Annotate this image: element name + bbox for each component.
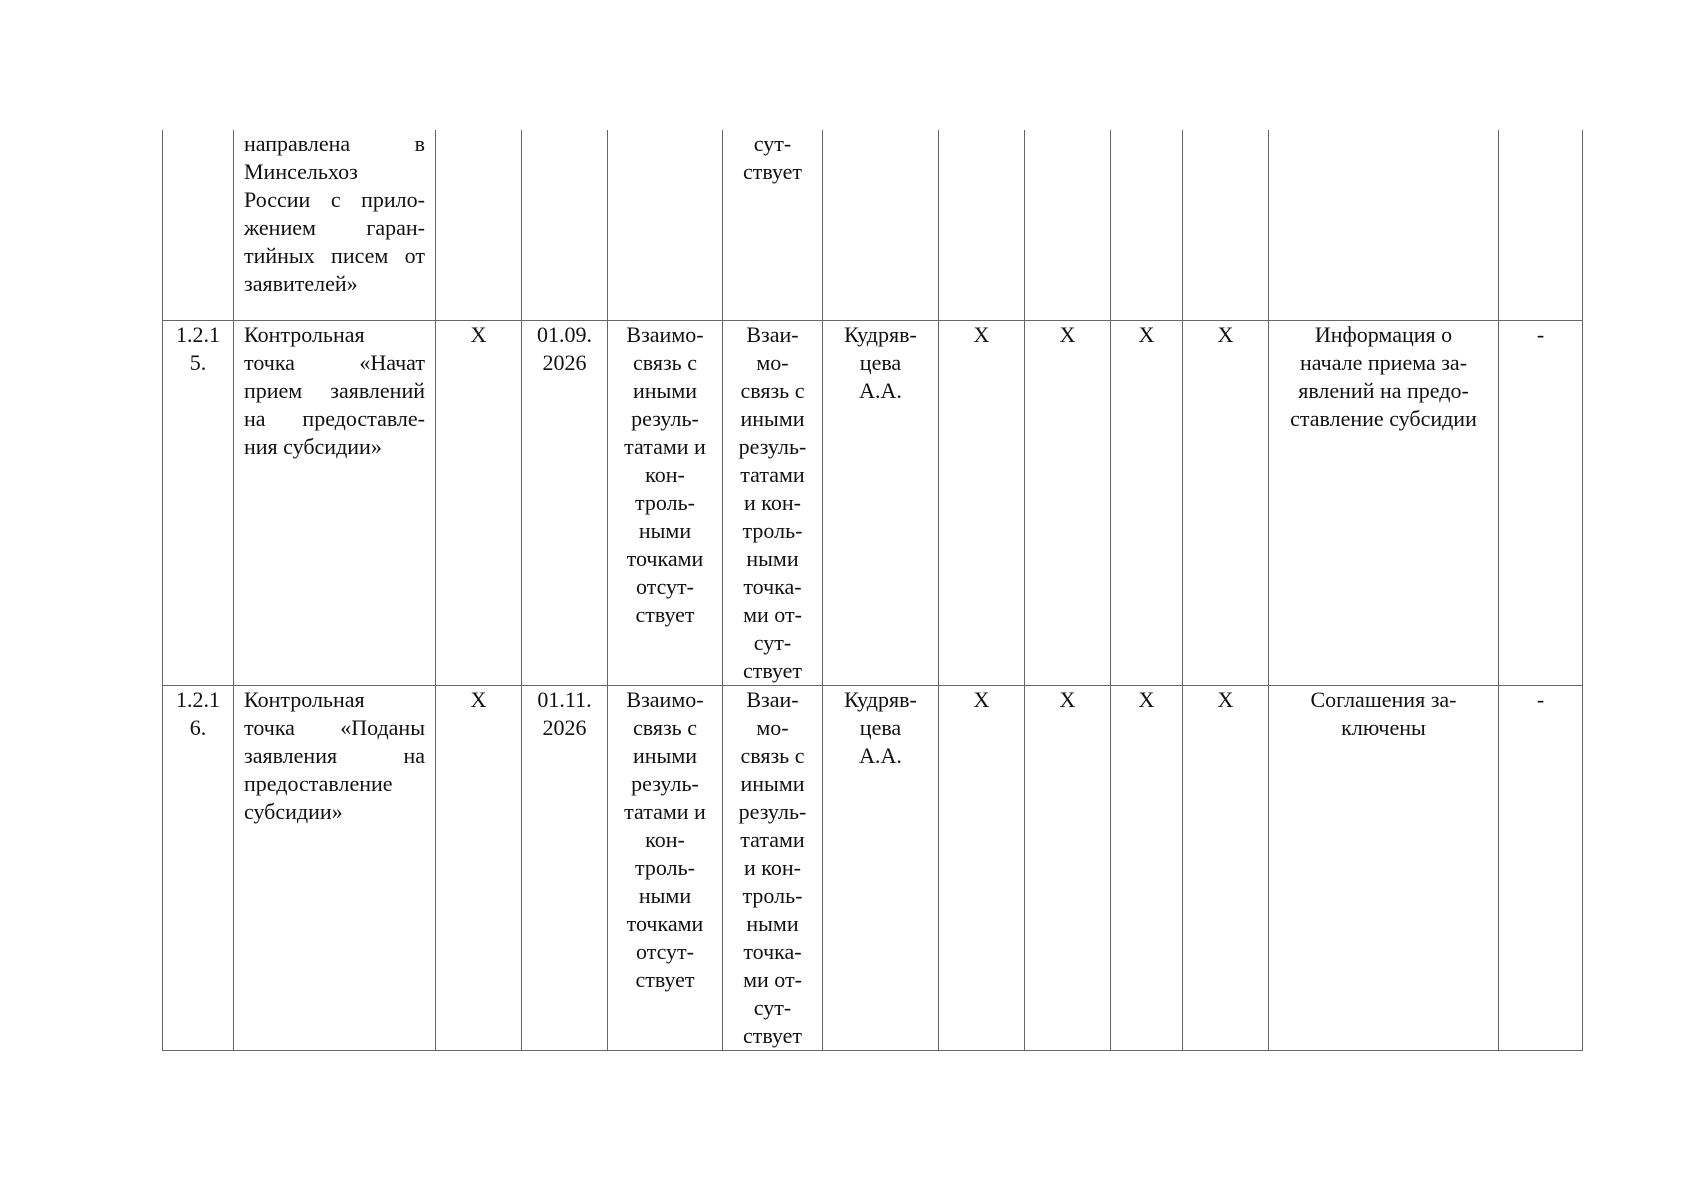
cell-text-line: Контрольная — [244, 687, 365, 712]
cell-text-line: предоставление — [244, 771, 393, 796]
cell-text-line: точка «Поданы — [244, 715, 425, 740]
cell-text-line: Кудряв- — [844, 322, 917, 347]
cell-text-line: 1.2.1 — [176, 322, 220, 347]
cell-text-line: 1.2.1 — [176, 687, 220, 712]
cell-text-line: ми от- — [743, 602, 802, 627]
cell-text-line: и кон- — [744, 855, 801, 880]
date-cell — [522, 130, 608, 321]
cell-text-line: сут- — [753, 995, 792, 1020]
cell-text-line: троль- — [742, 883, 803, 908]
cell-text-line: России с прило- — [244, 187, 425, 212]
type-cell — [436, 130, 522, 321]
mark-cell — [939, 130, 1025, 321]
cell-text-line: точка «Начат — [244, 350, 425, 375]
row-number-cell — [163, 686, 234, 1051]
cell-text-line: X — [1138, 687, 1155, 712]
relation-cell — [608, 130, 723, 321]
note-cell — [1499, 686, 1583, 1051]
cell-text-line: ствует — [635, 967, 695, 992]
cell-text-line: точка- — [743, 574, 802, 599]
cell-text-line: сут- — [753, 630, 792, 655]
cell-text-line: Взаимо- — [626, 687, 704, 712]
type-cell — [436, 686, 522, 1051]
responsible-cell — [823, 686, 939, 1051]
cell-text-line: А.А. — [859, 378, 902, 403]
mark-cell — [1183, 130, 1269, 321]
control-point-name-cell — [234, 686, 436, 1051]
table-row — [163, 130, 1583, 321]
relation-detail-cell — [723, 321, 823, 686]
cell-text-line: троль- — [742, 518, 803, 543]
cell-text-line: Минсельхоз — [244, 159, 358, 184]
mark-cell — [1025, 686, 1111, 1051]
result-cell — [1269, 686, 1499, 1051]
result-cell — [1269, 321, 1499, 686]
cell-text-line: сут- — [753, 131, 792, 156]
cell-text-line: прием заявлений — [244, 378, 425, 403]
cell-text-line: цева — [859, 715, 902, 740]
cell-text-line: и кон- — [744, 490, 801, 515]
cell-text-line: татами — [740, 462, 805, 487]
cell-text-line: ствует — [742, 1023, 803, 1048]
relation-cell — [608, 321, 723, 686]
mark-cell — [1183, 321, 1269, 686]
mark-cell — [1111, 686, 1183, 1051]
cell-text-line: на предоставле- — [244, 406, 425, 431]
cell-text-line: отсут- — [635, 939, 694, 964]
cell-text-line: X — [470, 322, 487, 347]
cell-text-line: заявителей» — [244, 271, 358, 296]
cell-text-line: направлена в — [244, 131, 425, 156]
cell-text-line: связь с — [633, 715, 697, 740]
cell-text-line: X — [973, 687, 990, 712]
mark-cell — [1025, 130, 1111, 321]
cell-text-line: 01.09. — [537, 322, 592, 347]
cell-text-line: ными — [746, 546, 799, 571]
cell-text-line: жением гаран- — [244, 215, 425, 240]
cell-text-line: 2026 — [542, 715, 587, 740]
cell-text-line: тийных писем от — [244, 243, 425, 268]
responsible-cell — [823, 130, 939, 321]
cell-text-line: Соглашения за- — [1310, 687, 1457, 712]
cell-text-line: 5. — [189, 350, 207, 375]
cell-text-line: - — [1536, 322, 1545, 347]
relation-detail-cell — [723, 686, 823, 1051]
cell-text-line: ми от- — [743, 967, 802, 992]
responsible-cell — [823, 321, 939, 686]
row-number-cell — [163, 130, 234, 321]
cell-text-line: ствует — [742, 159, 803, 184]
cell-text-line: 01.11. — [537, 687, 592, 712]
cell-text-line: связь с — [633, 350, 697, 375]
cell-text-line: Контрольная — [244, 322, 365, 347]
cell-text-line: мо- — [756, 715, 789, 740]
control-points-table — [162, 130, 1583, 1051]
cell-text-line: точка- — [743, 939, 802, 964]
cell-text-line: Взаи- — [746, 322, 799, 347]
cell-text-line: резуль- — [738, 434, 807, 459]
cell-text-line: X — [1217, 687, 1234, 712]
cell-text-line: иными — [632, 743, 698, 768]
table-row — [163, 686, 1583, 1051]
cell-text-line: X — [470, 687, 487, 712]
cell-text-line: Взаимо- — [626, 322, 704, 347]
cell-text-line: точками — [626, 546, 704, 571]
cell-text-line: татами и — [624, 799, 706, 824]
cell-text-line: X — [1138, 322, 1155, 347]
cell-text-line: резуль- — [631, 771, 699, 796]
cell-text-line: иными — [740, 406, 805, 431]
cell-text-line: мо- — [756, 350, 789, 375]
cell-text-line: точками — [626, 911, 704, 936]
relation-detail-cell — [723, 130, 823, 321]
cell-text-line: ствует — [635, 602, 695, 627]
mark-cell — [1183, 686, 1269, 1051]
cell-text-line: - — [1536, 687, 1545, 712]
cell-text-line: резуль- — [631, 406, 699, 431]
cell-text-line: X — [1059, 322, 1076, 347]
relation-cell — [608, 686, 723, 1051]
cell-text-line: А.А. — [859, 743, 902, 768]
cell-text-line: связь с — [740, 743, 805, 768]
table-row — [163, 321, 1583, 686]
type-cell — [436, 321, 522, 686]
cell-text-line: субсидии» — [244, 799, 343, 824]
cell-text-line: ставление субсидии — [1290, 406, 1477, 431]
cell-text-line: ными — [638, 883, 692, 908]
cell-text-line: ключены — [1341, 715, 1426, 740]
cell-text-line: ствует — [742, 658, 803, 683]
cell-text-line: X — [1217, 322, 1234, 347]
note-cell — [1499, 130, 1583, 321]
mark-cell — [1025, 321, 1111, 686]
cell-text-line: Кудряв- — [844, 687, 917, 712]
mark-cell — [1111, 321, 1183, 686]
cell-text-line: отсут- — [635, 574, 694, 599]
cell-text-line: троль- — [635, 490, 695, 515]
cell-text-line: X — [973, 322, 990, 347]
cell-text-line: ными — [638, 518, 692, 543]
cell-text-line: заявления на — [244, 743, 425, 768]
result-cell — [1269, 130, 1499, 321]
cell-text-line: кон- — [645, 827, 685, 852]
date-cell — [522, 321, 608, 686]
control-point-name-cell — [234, 130, 436, 321]
note-cell — [1499, 321, 1583, 686]
cell-text-line: начале приема за- — [1299, 350, 1468, 375]
cell-text-line: кон- — [645, 462, 685, 487]
date-cell — [522, 686, 608, 1051]
cell-text-line: иными — [632, 378, 698, 403]
cell-text-line: татами — [740, 827, 805, 852]
control-point-name-cell — [234, 321, 436, 686]
mark-cell — [939, 321, 1025, 686]
cell-text-line: цева — [859, 350, 902, 375]
mark-cell — [939, 686, 1025, 1051]
cell-text-line: 6. — [189, 715, 207, 740]
cell-text-line: Взаи- — [746, 687, 799, 712]
row-number-cell — [163, 321, 234, 686]
cell-text-line: иными — [740, 771, 805, 796]
cell-text-line: татами и — [624, 434, 706, 459]
cell-text-line: явлений на предо- — [1298, 378, 1469, 403]
mark-cell — [1111, 130, 1183, 321]
cell-text-line: Информация о — [1314, 322, 1453, 347]
cell-text-line: 2026 — [542, 350, 587, 375]
cell-text-line: X — [1059, 687, 1076, 712]
cell-text-line: ния субсидии» — [244, 434, 382, 459]
cell-text-line: троль- — [635, 855, 695, 880]
cell-text-line: связь с — [740, 378, 805, 403]
cell-text-line: ными — [746, 911, 799, 936]
cell-text-line: резуль- — [738, 799, 807, 824]
